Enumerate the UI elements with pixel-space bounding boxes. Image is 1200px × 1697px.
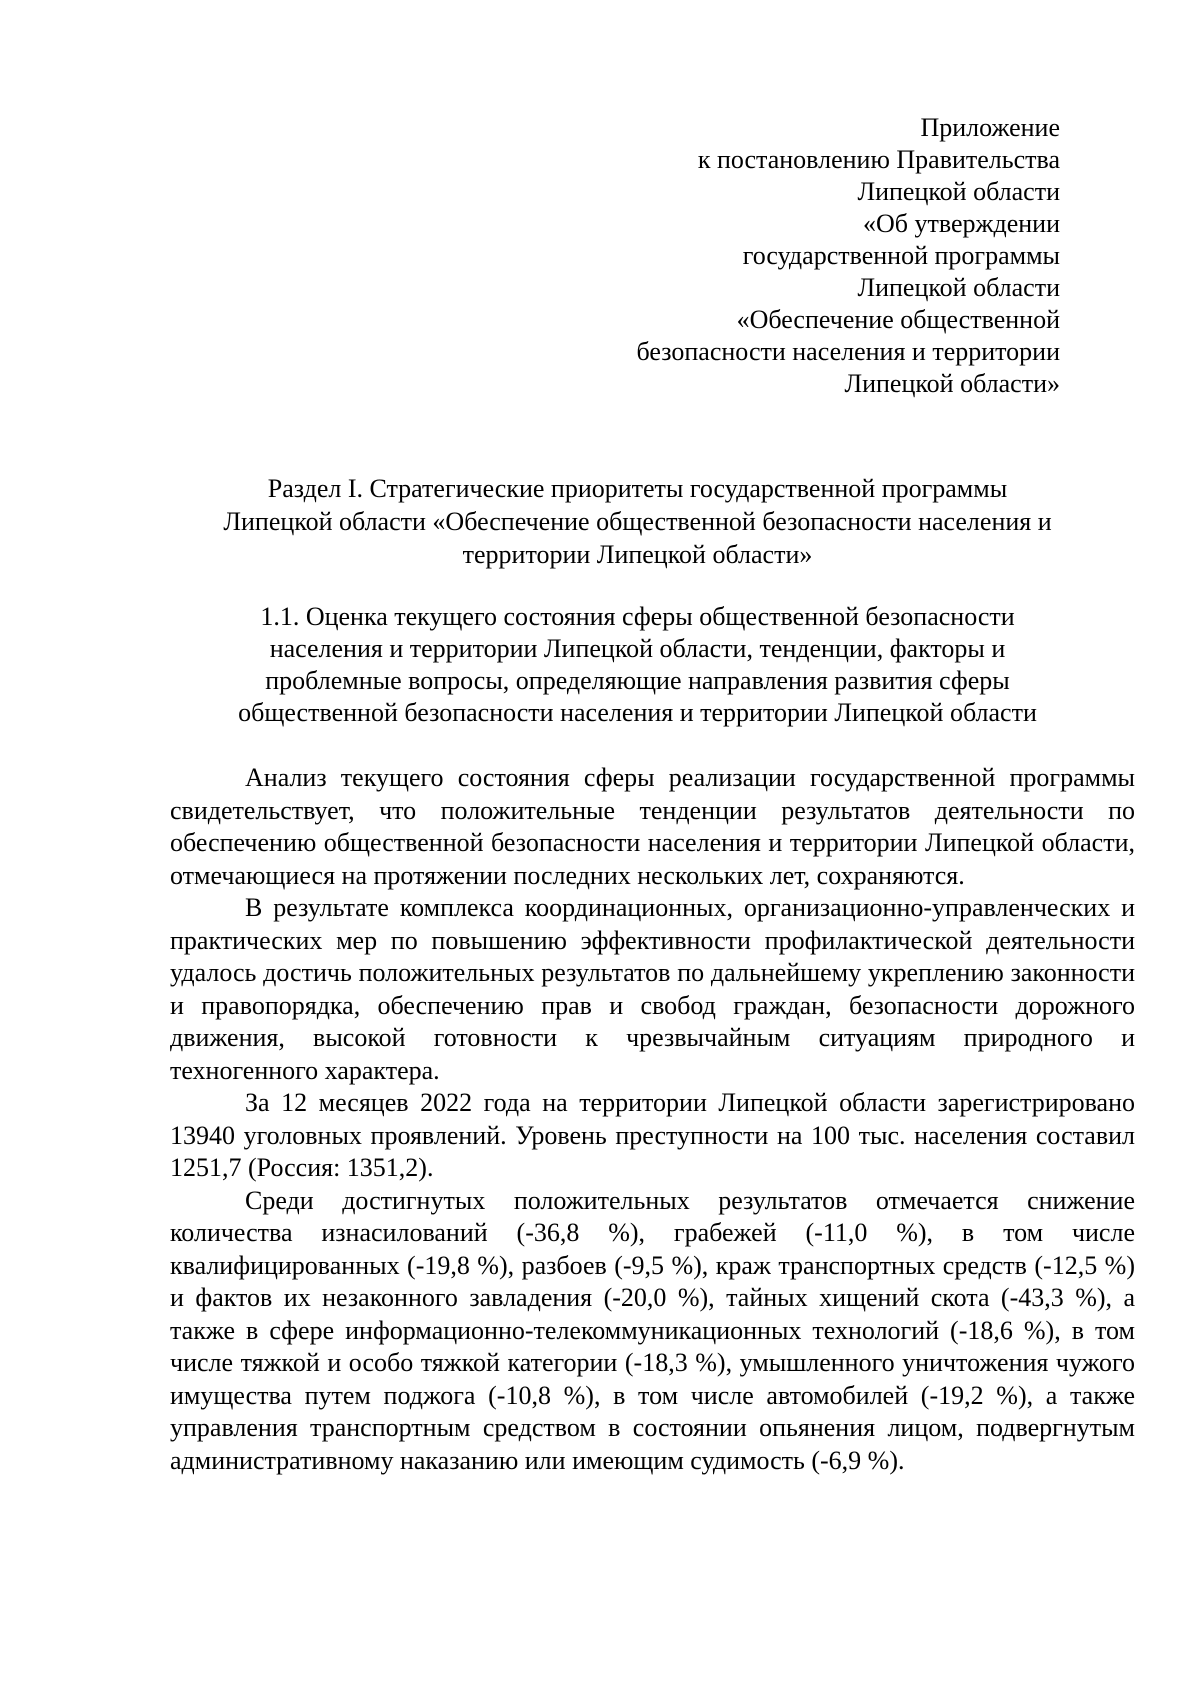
subsection-title-line: проблемные вопросы, определяющие направления развития сферы xyxy=(265,666,1010,695)
appendix-line: Липецкой области» xyxy=(844,369,1060,398)
appendix-line: безопасности населения и территории xyxy=(636,337,1060,366)
appendix-line: «Обеспечение общественной xyxy=(736,305,1060,334)
body-paragraph: За 12 месяцев 2022 года на территории Липецкой области зарегистрировано 13940 уголовных проявлений. Уровень преступности на 100 тыс. населения составил 1251,7 (Россия: 1351,2). xyxy=(170,1088,1135,1182)
body-text xyxy=(170,762,1135,1477)
appendix-line: Приложение xyxy=(920,113,1060,142)
section-title xyxy=(170,472,1105,571)
section-title-line: территории Липецкой области» xyxy=(462,540,813,569)
subsection-title-line: общественной безопасности населения и территории Липецкой области xyxy=(238,698,1037,727)
appendix-header xyxy=(360,112,1060,400)
body-paragraph: Анализ текущего состояния сферы реализации государственной программы свидетельствует, что положительные тенденции результатов деятельности по обеспечению общественной безопасности населения и территории Липецкой области, отмечающиеся на протяжении последних нескольких лет, сохраняются. xyxy=(170,763,1135,890)
appendix-line: к постановлению Правительства xyxy=(697,145,1060,174)
section-title-line: Липецкой области «Обеспечение общественной безопасности населения и xyxy=(223,507,1052,536)
body-paragraph: Среди достигнутых положительных результатов отмечается снижение количества изнасилований (-36,8 %), грабежей (-11,0 %), в том числе квалифицированных (-19,8 %), разбоев (-9,5 %), краж транспортных средств (-12,5 %) и фактов их незаконного завладения (-20,0 %), тайных хищений скота (-43,3 %), а также в сфере информационно-телекоммуникационных технологий (-18,6 %), в том числе тяжкой и особо тяжкой категории (-18,3 %), умышленного уничтожения чужого имущества путем поджога (-10,8 %), в том числе автомобилей (-19,2 %), а также управления транспортным средством в состоянии опьянения лицом, подвергнутым административному наказанию или имеющим судимость (-6,9 %). xyxy=(170,1185,1135,1475)
appendix-line: Липецкой области xyxy=(857,177,1060,206)
subsection-title xyxy=(170,601,1105,729)
subsection-title-line: населения и территории Липецкой области, тенденции, факторы и xyxy=(269,634,1006,663)
appendix-line: государственной программы xyxy=(742,241,1060,270)
appendix-line: Липецкой области xyxy=(857,273,1060,302)
section-title-line: Раздел I. Стратегические приоритеты государственной программы xyxy=(267,474,1008,503)
appendix-line: «Об утверждении xyxy=(862,209,1060,238)
subsection-title-line: 1.1. Оценка текущего состояния сферы общественной безопасности xyxy=(260,602,1015,631)
body-paragraph: В результате комплекса координационных, организационно-управленческих и практических мер по повышению эффективности профилактической деятельности удалось достичь положительных результатов по дальнейшему укреплению законности и правопорядка, обеспечению прав и свобод граждан, безопасности дорожного движения, высокой готовности к чрезвычайным ситуациям природного и техногенного характера. xyxy=(170,893,1135,1085)
